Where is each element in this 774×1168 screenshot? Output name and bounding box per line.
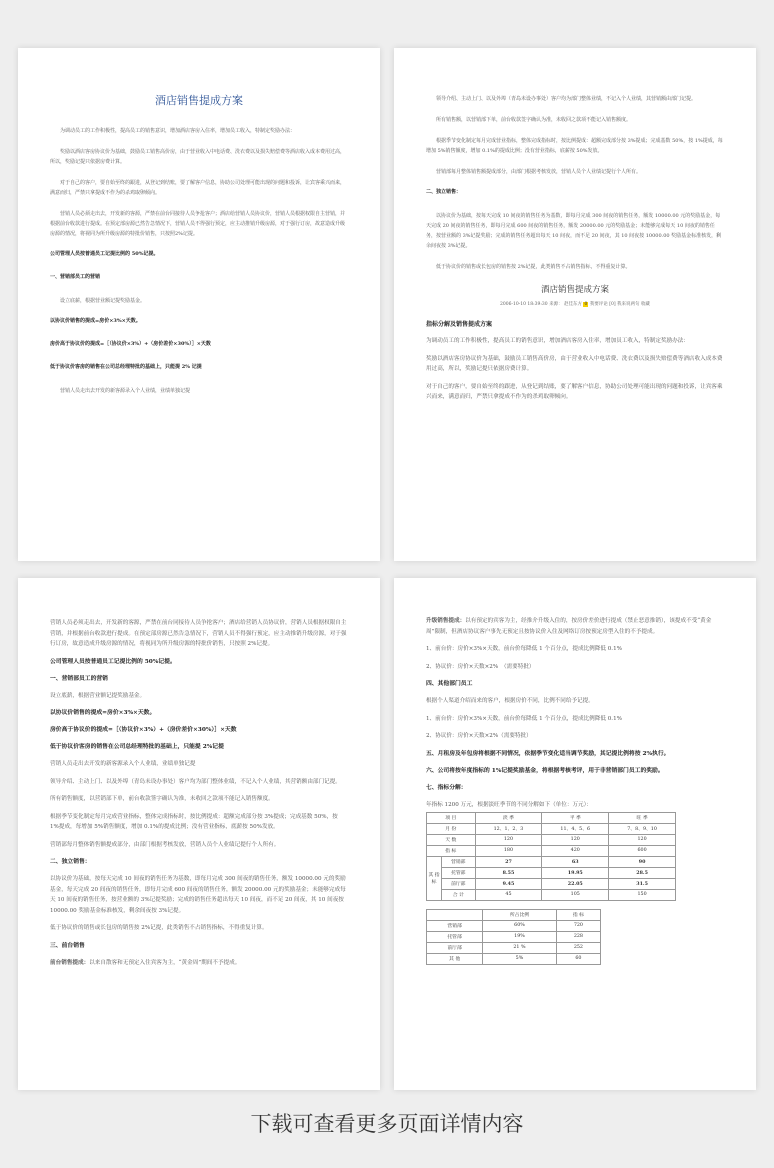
list-item: 1、前台价：房价×3%×天数，前台价每降低 1 个百分点，提成比例降低 0.1% — [426, 646, 622, 652]
paragraph — [426, 616, 724, 637]
paragraph: 为调动员工的工作积极性，提高员工的销售意识，增加酒店客房入住率，增加员工收入，特制定奖励办法： — [60, 128, 296, 134]
table-cell: 其 他 — [427, 953, 483, 964]
paragraph: 对于自己的客户，要自始至终的跟进，从登记到结账，要了解客户信息，协助公司处理可能出现的问题和投诉，让宾客乘兴而来，满意而归，严禁只拿提成不作为的杀鸡取卵倾向。 — [426, 384, 723, 400]
table-cell: 60 — [556, 953, 600, 964]
table-cell: 252 — [556, 942, 600, 953]
table-cell: 720 — [556, 920, 600, 931]
table-row — [427, 856, 676, 867]
paragraph: 设立底薪，根据营业额记提奖励基金。 — [60, 298, 146, 304]
table-cell: 天 数 — [427, 834, 476, 845]
table-header-cell: 所占比例 — [483, 909, 557, 920]
table-row — [427, 823, 676, 834]
table-cell: 托管部 — [427, 931, 483, 942]
table-cell: 228 — [556, 931, 600, 942]
paragraph: 营销人员必须走出去，开发新的客源，严禁在前台同接待人员争抢客户；酒店给营销人员协议价，营销人员根据权限自主营销，并根据前台收款进行提成。在预定部房源已然告急情况下，营销人员不得强行预定，应主动推销升级房源，对于强行订房，故意造成升级房源的情况，将视同为所升级房源的特批价销售，只按照 2%记提。 — [50, 620, 347, 647]
paragraph: 低于协议价的销售或长包房的销售按 2%记提，此类销售不占销售指标，不得重复计算。 — [436, 264, 631, 270]
table-header-cell: 旺 季 — [609, 812, 676, 823]
paragraph: 为调动员工的工作积极性，提高员工的销售意识，增加酒店客房入住率，增加员工收入，特制定奖励办法： — [426, 338, 689, 344]
paragraph: 所有销售额度，以营销部下单，前台收款签字确认为准，未收回之款项不能记入销售额度。 — [50, 796, 274, 802]
paragraph: 奖励以酒店客房协议价为基础，鼓励员工销售高价房，由于营业收入中电话费、洗衣费以及损失赔偿费等酒店收入成本费用过高，所以，奖励记提只依据房费计算。 — [50, 149, 346, 165]
bold-line: 公司管理人员按普通员工记提比例的 50%记提。 — [50, 251, 159, 257]
paragraph: 领导介绍、主动上门、以及外埠（青岛未设办事处）客户均为部门整体业绩，不记入个人业绩，其营销额由部门记提。 — [50, 778, 341, 785]
paragraph: 以协议价为基础，按每天完成 10 间夜的销售任务为基数，即每月完成 300 间夜的销售任务，额发 10000.00 元的奖励基金，每天完成 20 间夜的销售任务，即每月完成 600 间夜的销售任务，额发 20000.00 元的奖励基金；未能够完成每天 10 间夜的销售任务，按营业额的 3%记提奖励；完成的销售任务超出每天 10 间夜，而不足 20 间夜，其 10 间夜按 10000.00 奖励基金标准核发，剩余间夜按 3%记提。 — [50, 876, 346, 914]
section-heading: 指标分解及销售提成方案 — [426, 321, 493, 328]
table-cell: 21 % — [483, 942, 557, 953]
table-cell: 180 — [475, 845, 542, 856]
table-cell: 19% — [483, 931, 557, 942]
article-meta — [426, 301, 724, 307]
bold-line: 五、月租房及年包房将根据不同情况，依据季节变化适当调节奖励，其记提比例将按 2%执行。 — [426, 750, 670, 757]
table-header-cell: 项 目 — [427, 812, 476, 823]
section-heading: 二、独立销售： — [50, 859, 91, 865]
table-cell: 营销部 — [427, 920, 483, 931]
table-cell: 63 — [542, 856, 609, 867]
section-heading: 一、营销部员工的营销 — [50, 274, 101, 280]
page-title: 酒店销售提成方案 — [155, 94, 243, 107]
table-header-cell: 淡 季 — [475, 812, 542, 823]
table-cell: 11、4、5、6 — [542, 823, 609, 834]
section-heading: 四、其他部门员工 — [426, 681, 473, 687]
table-cell: 120 — [542, 834, 609, 845]
list-item: 2、协议价：房价×天数×2%（需要特批） — [426, 733, 532, 739]
bold-line: 以协议价销售的提成=房价×3%×天数。 — [50, 318, 141, 324]
table-cell: 19.95 — [542, 867, 609, 878]
meta-author: 赵佳东方 — [564, 302, 583, 307]
table-cell: 合 计 — [442, 889, 476, 900]
table-cell: 105 — [542, 889, 609, 900]
table-cell: 8.55 — [475, 867, 542, 878]
table-cell: 7、8、9、10 — [609, 823, 676, 834]
bold-line: 房价高于协议价的提成=［（协议价×3%）+（房价差价×30%）］×天数 — [50, 727, 237, 733]
table-cell: 600 — [609, 845, 676, 856]
section-heading: 三、前台销售 — [50, 942, 85, 949]
table-cell: 90 — [609, 856, 676, 867]
table-row — [427, 931, 601, 942]
table-cell: 60% — [483, 920, 557, 931]
meta-actions: 我要评论 [0] 我来说两句 收藏 — [589, 302, 650, 307]
bold-label: 前台销售提成： — [50, 959, 90, 966]
table-row — [427, 878, 676, 889]
table-cell: 420 — [542, 845, 609, 856]
section-heading: 二、独立销售： — [426, 189, 462, 195]
table-cell: 托管部 — [442, 867, 476, 878]
table-cell: 月 份 — [427, 823, 476, 834]
paragraph: 根据个人渠道介绍而来的客户，根据房价不同，比例不同给予记提。 — [426, 698, 594, 704]
paragraph: 营销人员走出去开发的新客源录入个人业绩，业绩单独记提 — [60, 388, 191, 394]
table-cell: 150 — [609, 889, 676, 900]
comment-count-badge: 0 — [584, 302, 588, 307]
bold-line: 以协议价销售的提成=房价×3%×天数。 — [50, 710, 156, 716]
paragraph: 奖励以酒店客房协议价为基础，鼓励员工销售高价房，由于营业收入中电话费、洗衣费以及损失赔偿费等酒店收入成本费用过高，所以，奖励记提只依据房费计算。 — [426, 356, 723, 372]
table-cell: 5% — [483, 953, 557, 964]
table-cell: 营销部 — [442, 856, 476, 867]
paragraph-text: 以来自散客和无预定入住宾客为主，“黄金周”期间不予提成。 — [89, 959, 241, 966]
list-item: 1、前台价：房价×3%×天数，前台价每降低 1 个百分点，提成比例降低 0.1% — [426, 715, 622, 722]
meta-date-source: 2006-10-10 18:39:30 来源： — [500, 302, 563, 307]
bold-line: 房价高于协议价的提成=［（协议价×3%）+（房价差价×30%）］×天数 — [50, 341, 211, 347]
paragraph: 对于自己的客户，要自始至终的跟进，从登记到结账，要了解客户信息，协助公司处理可能出现的问题和投诉，让宾客乘兴而来，满意而归，严禁只拿提成不作为的杀鸡取卵倾向。 — [50, 180, 346, 196]
table-cell: 前厅部 — [442, 878, 476, 889]
table-row — [427, 909, 601, 920]
table-row — [427, 834, 676, 845]
table-cell: 22.05 — [542, 878, 609, 889]
paragraph: 根据季节变化制定每月完成营业指标，整体完成指标时，按比例提成：超额完成部分按 3%提成；完成基数 50%，按 1%提成，每增加 5%销售额度，增加 0.1%的提成比例；没有营业指标，底薪按 50%发放。 — [50, 813, 338, 830]
document-page-3 — [18, 578, 380, 1090]
paragraph: 营销部每月整体销售额提成部分，由部门根据考核发放，营销人员个人业绩记提行个人所有。 — [436, 169, 642, 175]
table-cell: 45 — [475, 889, 542, 900]
document-page-2 — [394, 48, 756, 561]
table-row — [427, 953, 601, 964]
table-cell: 120 — [475, 834, 542, 845]
table-cell: 28.5 — [609, 867, 676, 878]
bold-line: 低于协议价客房的销售在公司总经理特批的基础上，只能提 2%记提 — [50, 744, 224, 750]
paragraph: 领导介绍、主动上门、以及外埠（青岛未设办事处）客户均为部门整体业绩，不记入个人业绩，其营销额由部门记提。 — [436, 96, 697, 102]
table-header-cell: 指 标 — [556, 909, 600, 920]
bold-line: 公司管理人员按普通员工记提比例的 50%记提。 — [50, 658, 176, 665]
list-item: 2、协议价：房价×天数×2% （需要特批） — [426, 663, 535, 670]
paragraph: 根据季节变化制定每月完成营业指标，整体完成指标时，按比例提成：超额完成部分按 3%提成；完成基数 50%，按 1%提成，每增加 5%销售额度，增加 0.1%的提成比例；没有营业指标，底薪按 50%发放。 — [426, 138, 723, 154]
table-cell: 27 — [475, 856, 542, 867]
table-cell: 9.45 — [475, 878, 542, 889]
paragraph: 营销部每月整体销售额提成部分，由部门根据考核发放，营销人员个人业绩记提行个人所有。 — [50, 841, 280, 848]
paragraph: 以协议价为基础，按每天完成 10 间夜的销售任务为基数，即每月完成 300 间夜的销售任务，额发 10000.00 元的奖励基金，每天完成 20 间夜的销售任务，即每月完成 600 间夜的销售任务，额发 20000.00 元的奖励基金；未能够完成每天 10 间夜的销售任务，按营业额的 3%记提奖励；完成的销售任务超出每天 10 间夜，而不足 20 间夜，其 10 间夜按 10000.00 奖励基金标准核发，剩余间夜按 3%记提。 — [426, 213, 722, 249]
table-row — [427, 845, 676, 856]
table-row — [427, 812, 676, 823]
bold-line: 六、公司将按年度指标的 1%记提奖励基金，将根据考核考评，用于非营销部门员工的奖励。 — [426, 767, 664, 774]
table-header-cell: 平 季 — [542, 812, 609, 823]
section-heading: 一、营销部员工的营销 — [50, 675, 108, 682]
table-cell: 12、1、2、3 — [475, 823, 542, 834]
table-header-cell — [427, 909, 483, 920]
table-row — [427, 889, 676, 900]
table-group-cell: 其 指 标 — [427, 856, 442, 900]
table-row — [427, 942, 601, 953]
ratio-table — [426, 909, 601, 965]
table-cell: 120 — [609, 834, 676, 845]
document-page-4 — [394, 578, 756, 1090]
table-row — [427, 867, 676, 878]
table-cell: 前厅部 — [427, 942, 483, 953]
table-cell: 31.5 — [609, 878, 676, 889]
paragraph: 营销人员走出去开发的新客源录入个人业绩，业绩单独记提 — [50, 761, 196, 767]
paragraph — [50, 958, 348, 969]
document-page-1 — [18, 48, 380, 561]
table-row — [427, 920, 601, 931]
paragraph: 所有销售额，以营销部下单，前台收款签字确认为准，未收回之款项不能记入销售额度。 — [436, 117, 632, 123]
paragraph: 设立底薪，根据营业额记提奖励基金。 — [50, 692, 146, 699]
section-heading: 七、指标分解： — [426, 784, 467, 791]
table-caption: 年指标 1200 万元，根据淡旺季节的不同分解如下（单位：万元）： — [426, 801, 593, 808]
paragraph: 低于协议价的销售或长包房的销售按 2%记提，此类销售不占销售指标，不得重复计算。 — [50, 925, 268, 931]
bold-line: 低于协议价客房的销售在公司总经理特批的基础上，只能提 2% 记提 — [50, 364, 202, 370]
table-cell: 指 标 — [427, 845, 476, 856]
target-breakdown-table — [426, 812, 676, 901]
download-more-caption: 下载可查看更多页面详情内容 — [250, 1112, 524, 1136]
paragraph: 营销人员必须走出去，开发新的客源，严禁在前台同接待人员争抢客户；酒店给营销人员协议价，营销人员根据权限自主营销，并根据前台收款进行提成。在预定部房源已然告急情况下，营销人员不得强行预定，应主动推销升级房源，对于强行订房，故意造成升级房源的情况，将视同为所升级房源的特批价销售，只按照2%记提。 — [50, 211, 346, 237]
bold-label: 升级销售提成： — [426, 618, 466, 624]
article-title: 酒店销售提成方案 — [540, 285, 609, 295]
paragraph-text: 以有预定的宾客为主，经推介升级入住的，按房价差价进行提成（禁止恶意推销），该提成不受“黄金周”限制，但酒店协议客户事先无预定且按协议价入住及网络订房按预定房型入住的不予提成。 — [426, 618, 712, 635]
